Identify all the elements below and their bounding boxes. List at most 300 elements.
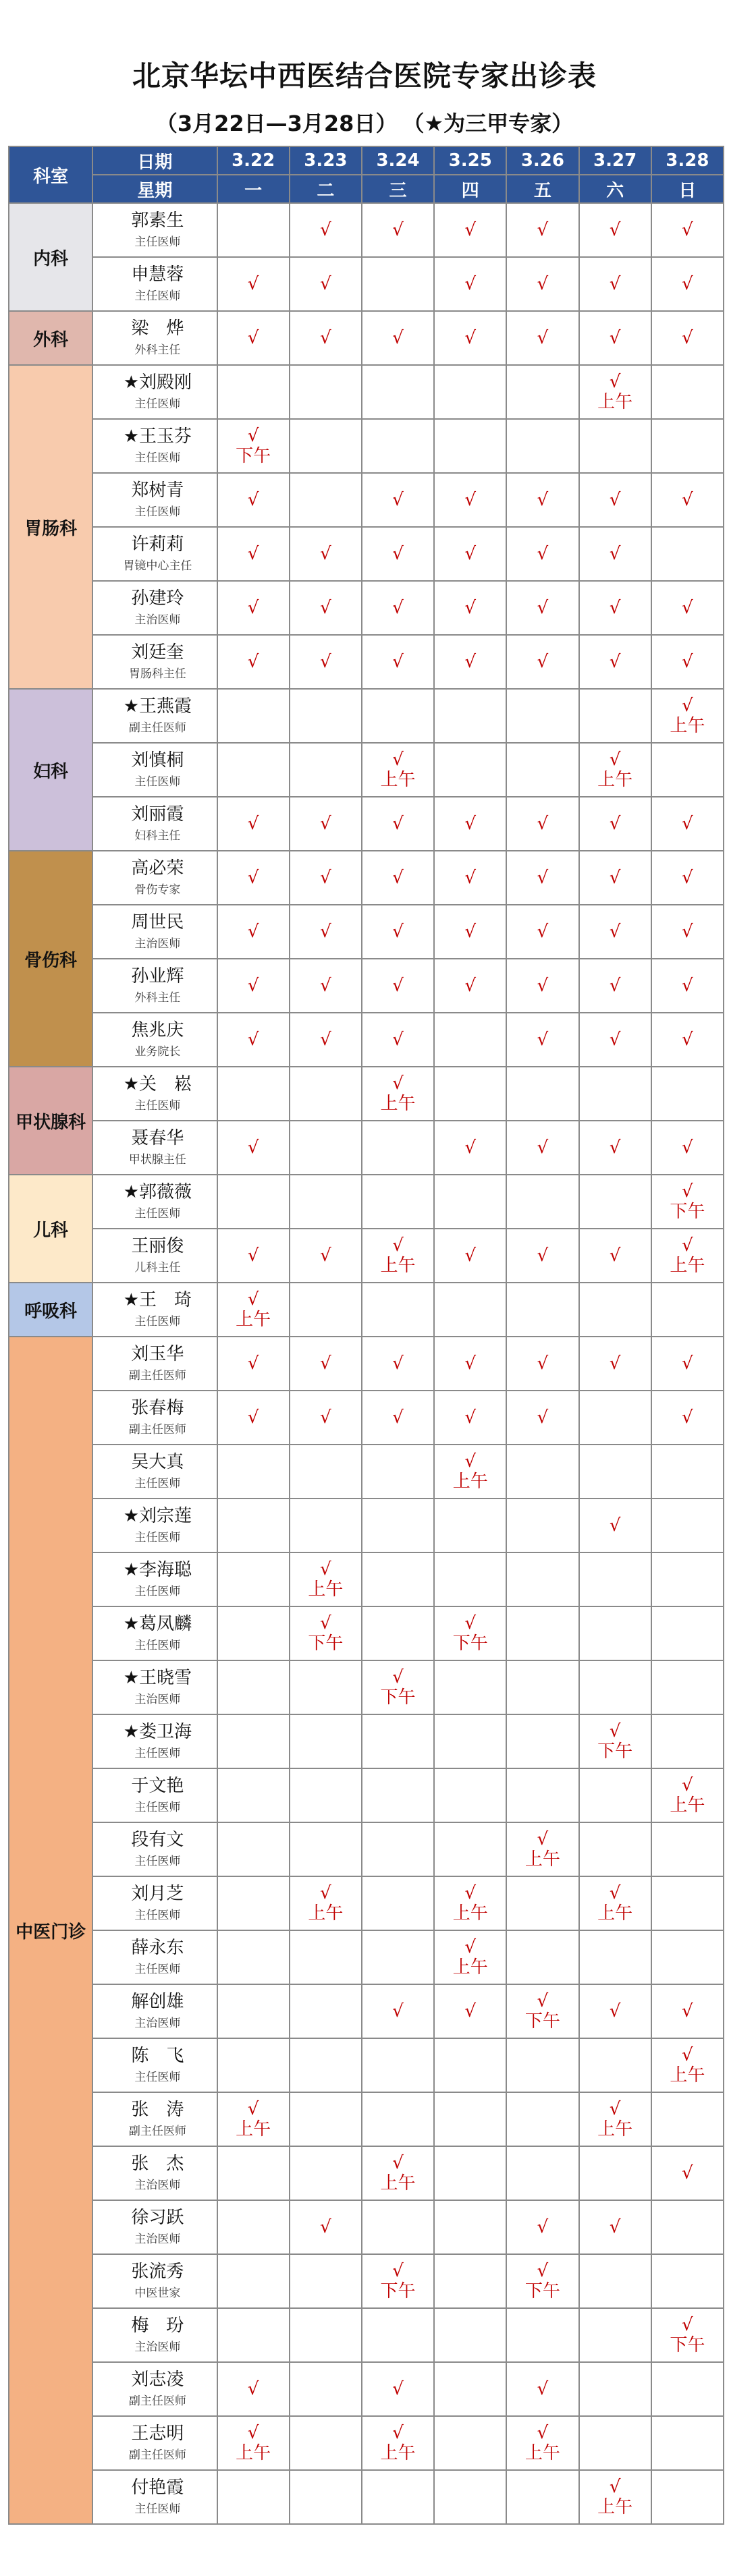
schedule-cell: √ [506, 473, 578, 527]
doctor-name: 刘志凌 [131, 2370, 184, 2390]
doctor-cell [92, 905, 217, 959]
doctor-row [9, 1768, 724, 1822]
doctor-name: 吴大真 [131, 1452, 184, 1472]
schedule-cell [651, 527, 724, 581]
schedule-cell: √ 上午 [362, 1229, 434, 1283]
schedule-cell: √ [217, 257, 290, 311]
doctor-cell [92, 1660, 217, 1714]
doctor-cell [92, 2308, 217, 2362]
schedule-cell: √ [651, 851, 724, 905]
doctor-name: 张 涛 [131, 2100, 184, 2120]
doctor-cell [92, 1499, 217, 1552]
schedule-cell [217, 1606, 290, 1660]
schedule-cell [290, 1283, 362, 1337]
doctor-cell [92, 1445, 217, 1499]
doctor-title: 儿科主任 [134, 1261, 181, 1275]
schedule-cell [651, 1283, 724, 1337]
doctor-title: 主任医师 [134, 1639, 181, 1652]
doctor-name: ★王晓雪 [123, 1668, 192, 1688]
doctor-name: ★郭薇薇 [123, 1182, 192, 1202]
schedule-cell [506, 1876, 578, 1930]
doctor-title: 主任医师 [134, 1909, 181, 1922]
schedule-cell: √ [506, 311, 578, 365]
schedule-cell: √ 上午 [579, 1876, 651, 1930]
schedule-cell: √ 下午 [362, 2254, 434, 2308]
schedule-cell [434, 365, 506, 419]
schedule-cell [217, 203, 290, 257]
schedule-cell [506, 1552, 578, 1606]
doctor-row [9, 1391, 724, 1445]
schedule-cell [217, 1660, 290, 1714]
schedule-cell [362, 2038, 434, 2092]
schedule-cell [579, 1768, 651, 1822]
schedule-cell [651, 1445, 724, 1499]
schedule-cell [506, 2308, 578, 2362]
schedule-cell [290, 1121, 362, 1175]
schedule-cell [217, 2146, 290, 2200]
doctor-title: 主任医师 [134, 235, 181, 249]
schedule-cell [506, 1175, 578, 1229]
doctor-cell [92, 1606, 217, 1660]
doctor-row [9, 2470, 724, 2524]
schedule-cell: √ 上午 [217, 2092, 290, 2146]
schedule-cell: √ [362, 581, 434, 635]
schedule-cell [579, 2038, 651, 2092]
schedule-cell [290, 2254, 362, 2308]
schedule-table [8, 146, 724, 2525]
schedule-cell: √ [651, 1337, 724, 1391]
schedule-cell: √ [217, 635, 290, 689]
doctor-title: 主治医师 [134, 2341, 181, 2354]
schedule-cell: √ [579, 1984, 651, 2038]
schedule-subtitle [0, 107, 729, 138]
doctor-row [9, 1822, 724, 1876]
date-header: 3.23 [290, 146, 362, 175]
schedule-cell [506, 743, 578, 797]
doctor-name: 刘慎桐 [131, 750, 184, 771]
date-header: 3.28 [651, 146, 724, 175]
department-cell: 儿科 [9, 1175, 92, 1283]
schedule-cell [434, 2470, 506, 2524]
doctor-name: 薛永东 [131, 1938, 184, 1958]
schedule-cell: √ 上午 [579, 2470, 651, 2524]
schedule-cell: √ [362, 1391, 434, 1445]
doctor-name: ★王玉芬 [123, 426, 192, 447]
schedule-cell: √ [362, 1337, 434, 1391]
schedule-cell [434, 2362, 506, 2416]
schedule-cell [290, 2470, 362, 2524]
doctor-title: 副主任医师 [128, 721, 186, 735]
schedule-cell: √ [434, 1984, 506, 2038]
doctor-row [9, 419, 724, 473]
date-header: 3.27 [579, 146, 651, 175]
schedule-cell: √ [362, 2362, 434, 2416]
schedule-cell: √ [579, 851, 651, 905]
schedule-cell: √ [651, 581, 724, 635]
schedule-cell [362, 1552, 434, 1606]
doctor-row [9, 2200, 724, 2254]
doctor-cell [92, 1876, 217, 1930]
schedule-cell [290, 1660, 362, 1714]
doctor-cell [92, 851, 217, 905]
schedule-cell: √ [362, 905, 434, 959]
doctor-name: 陈 飞 [131, 2046, 184, 2066]
schedule-cell: √ [506, 905, 578, 959]
department-cell: 胃肠科 [9, 365, 92, 689]
doctor-title: 甲状腺主任 [128, 1153, 186, 1167]
schedule-cell [290, 419, 362, 473]
schedule-cell [290, 2362, 362, 2416]
doctor-row [9, 365, 724, 419]
doctor-name: 周世民 [131, 912, 184, 932]
schedule-cell [290, 2308, 362, 2362]
schedule-cell: √ [217, 473, 290, 527]
doctor-title: 主任医师 [134, 1099, 181, 1113]
schedule-cell: √ [579, 1499, 651, 1552]
schedule-cell: √ [434, 959, 506, 1013]
department-cell: 外科 [9, 311, 92, 365]
department-cell: 中医门诊 [9, 1337, 92, 2524]
schedule-cell [434, 2308, 506, 2362]
schedule-cell [651, 365, 724, 419]
date-header: 3.24 [362, 146, 434, 175]
doctor-cell [92, 1714, 217, 1768]
schedule-cell [434, 2038, 506, 2092]
schedule-cell: √ 下午 [434, 1606, 506, 1660]
schedule-cell [290, 1930, 362, 1984]
schedule-cell: √ [434, 1391, 506, 1445]
schedule-cell: √ [290, 1229, 362, 1283]
schedule-cell: √ [290, 257, 362, 311]
schedule-cell: √ [579, 2200, 651, 2254]
schedule-cell [217, 365, 290, 419]
doctor-name: 梅 玢 [131, 2316, 184, 2336]
schedule-cell: √ [651, 1391, 724, 1445]
schedule-cell: √ [579, 959, 651, 1013]
schedule-cell: √ [651, 797, 724, 851]
schedule-cell: √ [217, 1337, 290, 1391]
schedule-cell: √ [217, 311, 290, 365]
weekday-header: 五 [506, 175, 578, 203]
doctor-cell [92, 635, 217, 689]
doctor-row [9, 203, 724, 257]
schedule-cell: √ 下午 [362, 1660, 434, 1714]
doctor-title: 副主任医师 [128, 2125, 186, 2138]
schedule-cell [651, 743, 724, 797]
doctor-name: 徐习跃 [131, 2208, 184, 2228]
schedule-cell: √ [217, 1121, 290, 1175]
schedule-cell: √ [651, 1013, 724, 1067]
doctor-name: 孙业辉 [131, 966, 184, 986]
schedule-cell [434, 1499, 506, 1552]
department-cell: 甲状腺科 [9, 1067, 92, 1175]
schedule-cell: √ [362, 851, 434, 905]
schedule-cell: √ [651, 905, 724, 959]
doctor-title: 胃镜中心主任 [123, 559, 192, 573]
schedule-cell: √ [651, 257, 724, 311]
doctor-title: 主任医师 [134, 1855, 181, 1868]
schedule-cell: √ [506, 797, 578, 851]
schedule-cell: √ [651, 473, 724, 527]
schedule-cell [362, 419, 434, 473]
doctor-cell [92, 1229, 217, 1283]
schedule-cell [290, 1822, 362, 1876]
doctor-row [9, 1337, 724, 1391]
schedule-cell [506, 1768, 578, 1822]
schedule-cell [651, 2254, 724, 2308]
schedule-cell: √ 上午 [362, 743, 434, 797]
schedule-cell: √ [506, 1391, 578, 1445]
doctor-cell [92, 1391, 217, 1445]
schedule-cell [362, 1606, 434, 1660]
schedule-cell: √ 上午 [579, 365, 651, 419]
doctor-cell [92, 1984, 217, 2038]
date-header: 3.26 [506, 146, 578, 175]
schedule-cell: √ [506, 2362, 578, 2416]
doctor-name: ★娄卫海 [123, 1722, 192, 1742]
schedule-cell: √ [434, 797, 506, 851]
schedule-cell [434, 2146, 506, 2200]
doctor-cell [92, 311, 217, 365]
doctor-title: 主任医师 [134, 1477, 181, 1490]
doctor-row [9, 311, 724, 365]
schedule-cell [362, 1768, 434, 1822]
doctor-title: 副主任医师 [128, 1423, 186, 1436]
doctor-name: 刘玉华 [131, 1344, 184, 1364]
schedule-cell [506, 2146, 578, 2200]
doctor-cell [92, 2416, 217, 2470]
schedule-cell: √ [290, 311, 362, 365]
doctor-title: 主治医师 [134, 2233, 181, 2246]
schedule-cell [434, 1283, 506, 1337]
doctor-title: 主任医师 [134, 1315, 181, 1328]
schedule-cell [579, 1445, 651, 1499]
schedule-cell [506, 1930, 578, 1984]
schedule-cell: √ 下午 [579, 1714, 651, 1768]
schedule-cell [290, 1714, 362, 1768]
doctor-name: 解创雄 [131, 1992, 184, 2012]
schedule-cell: √ [506, 851, 578, 905]
schedule-cell [579, 1175, 651, 1229]
schedule-cell: √ [651, 203, 724, 257]
doctor-name: ★王 琦 [123, 1290, 192, 1310]
schedule-cell: √ [217, 1391, 290, 1445]
schedule-cell [506, 1445, 578, 1499]
schedule-cell: √ 下午 [651, 2308, 724, 2362]
schedule-cell: √ [362, 959, 434, 1013]
schedule-cell [506, 2038, 578, 2092]
schedule-cell: √ [362, 203, 434, 257]
doctor-row [9, 2308, 724, 2362]
doctor-row [9, 1714, 724, 1768]
schedule-cell [217, 2308, 290, 2362]
doctor-row [9, 689, 724, 743]
schedule-cell: √ [506, 527, 578, 581]
schedule-cell: √ 上午 [362, 1067, 434, 1121]
weekday-row [9, 175, 724, 203]
schedule-cell [506, 365, 578, 419]
doctor-title: 副主任医师 [128, 2448, 186, 2462]
doctor-row [9, 1876, 724, 1930]
schedule-cell [434, 1660, 506, 1714]
doctor-name: 许莉莉 [131, 534, 184, 555]
schedule-cell [434, 689, 506, 743]
schedule-cell [434, 1067, 506, 1121]
schedule-cell: √ 上午 [506, 2416, 578, 2470]
date-header: 3.22 [217, 146, 290, 175]
schedule-cell [506, 1714, 578, 1768]
doctor-cell [92, 419, 217, 473]
doctor-name: 焦兆庆 [131, 1020, 184, 1040]
schedule-cell [217, 1552, 290, 1606]
doctor-title: 主任医师 [134, 1747, 181, 1760]
schedule-cell [362, 1876, 434, 1930]
schedule-cell [579, 1930, 651, 1984]
doctor-row [9, 959, 724, 1013]
schedule-cell: √ [506, 1013, 578, 1067]
schedule-cell [362, 1283, 434, 1337]
schedule-cell [651, 2200, 724, 2254]
schedule-cell: √ 上午 [651, 1768, 724, 1822]
doctor-name: 王志明 [131, 2424, 184, 2444]
schedule-cell: √ 上午 [579, 743, 651, 797]
doctor-title: 主任医师 [134, 2502, 181, 2516]
schedule-cell: √ [506, 959, 578, 1013]
schedule-cell [651, 1660, 724, 1714]
date-range: （3月22日—3月28日） [155, 111, 398, 136]
doctor-title: 主任医师 [134, 451, 181, 465]
doctor-row [9, 1930, 724, 1984]
schedule-cell [506, 2470, 578, 2524]
doctor-row [9, 1499, 724, 1552]
schedule-cell [579, 1283, 651, 1337]
schedule-cell [506, 1067, 578, 1121]
schedule-cell [579, 1822, 651, 1876]
schedule-cell: √ [434, 1121, 506, 1175]
schedule-cell: √ [362, 797, 434, 851]
schedule-cell: √ [217, 905, 290, 959]
schedule-cell [434, 2092, 506, 2146]
doctor-title: 主任医师 [134, 1963, 181, 1976]
doctor-title: 主任医师 [134, 1801, 181, 1814]
schedule-cell: √ [434, 1337, 506, 1391]
schedule-cell: √ [506, 257, 578, 311]
schedule-cell [362, 689, 434, 743]
doctor-row [9, 581, 724, 635]
doctor-name: 聂春华 [131, 1128, 184, 1148]
schedule-cell: √ 上午 [651, 689, 724, 743]
schedule-cell: √ [434, 905, 506, 959]
schedule-cell: √ [506, 581, 578, 635]
doctor-row [9, 1067, 724, 1121]
schedule-cell: √ [217, 2362, 290, 2416]
department-cell: 内科 [9, 203, 92, 311]
schedule-cell: √ 上午 [362, 2416, 434, 2470]
doctor-row [9, 527, 724, 581]
doctor-title: 骨伤专家 [134, 883, 181, 897]
schedule-cell: √ [579, 797, 651, 851]
doctor-title: 主治医师 [134, 937, 181, 951]
schedule-cell: √ [434, 311, 506, 365]
schedule-cell [362, 2308, 434, 2362]
schedule-cell [434, 1714, 506, 1768]
schedule-cell: √ [290, 1391, 362, 1445]
schedule-cell: √ [651, 2146, 724, 2200]
doctor-cell [92, 1067, 217, 1121]
schedule-cell [651, 419, 724, 473]
schedule-cell [506, 689, 578, 743]
doctor-row [9, 1175, 724, 1229]
doctor-title: 主治医师 [134, 613, 181, 627]
schedule-cell: √ [579, 527, 651, 581]
department-cell: 骨伤科 [9, 851, 92, 1067]
schedule-cell: √ [434, 527, 506, 581]
doctor-name: ★刘宗莲 [123, 1506, 192, 1526]
schedule-cell: √ 下午 [506, 1984, 578, 2038]
schedule-cell [434, 743, 506, 797]
doctor-row [9, 1984, 724, 2038]
doctor-name: 王丽俊 [131, 1236, 184, 1256]
schedule-cell [290, 1768, 362, 1822]
schedule-cell: √ [290, 1337, 362, 1391]
schedule-cell: √ [362, 1984, 434, 2038]
schedule-cell [217, 1499, 290, 1552]
schedule-cell [290, 1445, 362, 1499]
schedule-cell: √ [290, 581, 362, 635]
schedule-cell [579, 689, 651, 743]
schedule-cell: √ [434, 581, 506, 635]
date-header: 3.25 [434, 146, 506, 175]
schedule-cell: √ [579, 1121, 651, 1175]
doctor-name: 付艳霞 [131, 2477, 184, 2498]
schedule-cell: √ [579, 1337, 651, 1391]
department-cell: 妇科 [9, 689, 92, 851]
schedule-cell [290, 689, 362, 743]
doctor-cell [92, 2254, 217, 2308]
schedule-cell [217, 1822, 290, 1876]
schedule-cell: √ 下午 [290, 1606, 362, 1660]
schedule-cell [579, 1660, 651, 1714]
schedule-cell [290, 743, 362, 797]
schedule-cell: √ 上午 [434, 1930, 506, 1984]
weekday-label: 星期 [92, 175, 217, 203]
doctor-title: 主任医师 [134, 2071, 181, 2084]
date-row [9, 146, 724, 175]
weekday-header: 二 [290, 175, 362, 203]
schedule-cell: √ [290, 1013, 362, 1067]
doctor-row [9, 1013, 724, 1067]
doctor-title: 主任医师 [134, 1585, 181, 1598]
schedule-cell [579, 2146, 651, 2200]
schedule-cell [362, 1930, 434, 1984]
schedule-cell: √ 上午 [651, 1229, 724, 1283]
schedule-cell [651, 1552, 724, 1606]
doctor-name: ★关 崧 [123, 1074, 192, 1094]
doctor-row [9, 2362, 724, 2416]
schedule-cell [651, 2416, 724, 2470]
schedule-cell: √ [434, 473, 506, 527]
schedule-cell [434, 2254, 506, 2308]
doctor-cell [92, 1822, 217, 1876]
weekday-header: 一 [217, 175, 290, 203]
schedule-cell: √ [434, 635, 506, 689]
schedule-cell [362, 2470, 434, 2524]
doctor-row [9, 2254, 724, 2308]
schedule-cell [651, 1606, 724, 1660]
doctor-cell [92, 2362, 217, 2416]
weekday-header: 四 [434, 175, 506, 203]
schedule-cell [290, 1067, 362, 1121]
